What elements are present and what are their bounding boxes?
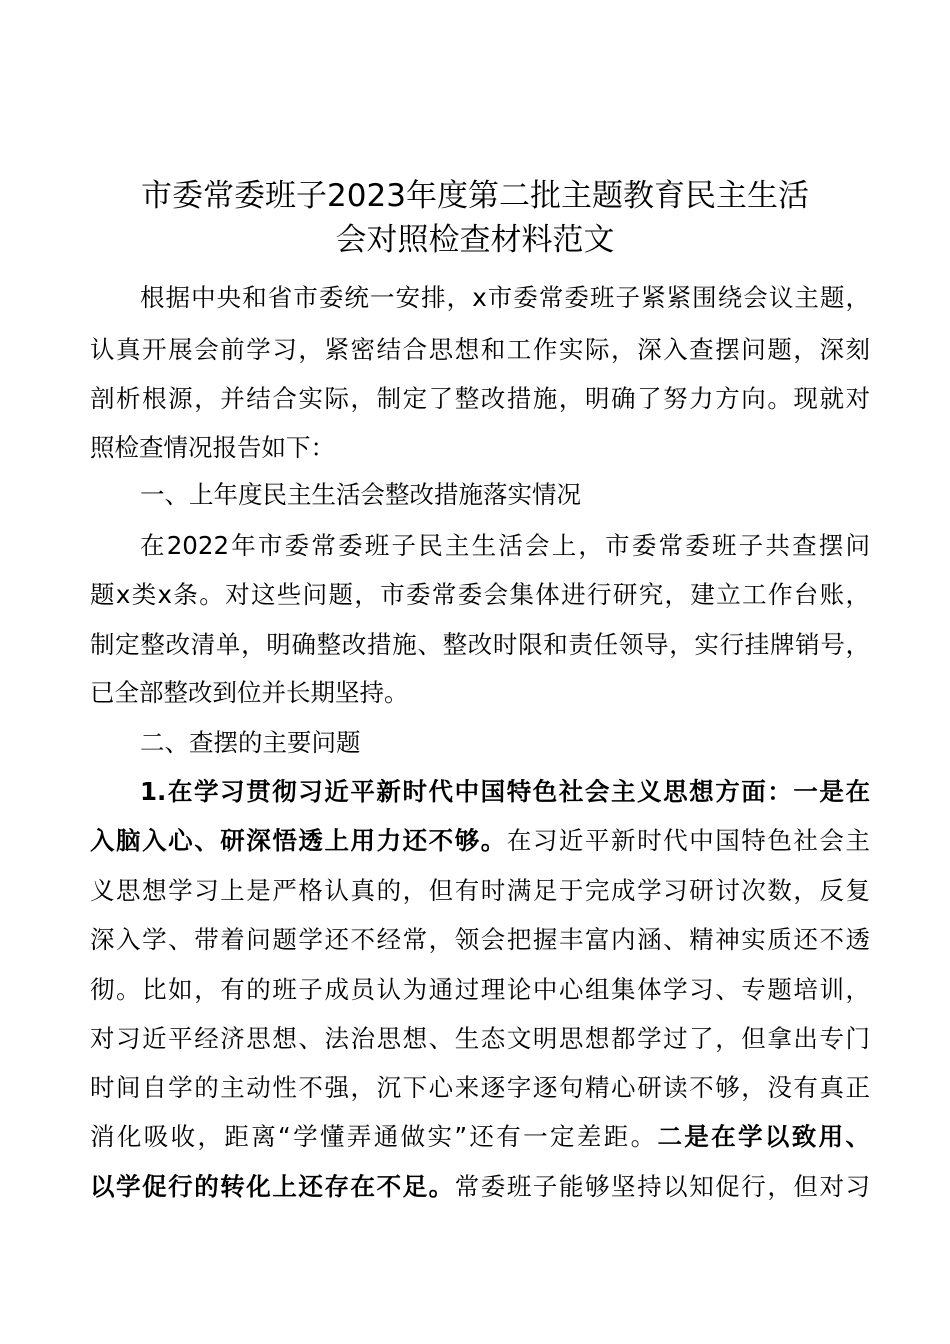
paragraph-1-line-1: 根据中央和省市委统一安排，x市委常委班子紧紧围绕会议主题， — [140, 283, 870, 312]
document-title-line-2: 会对照检查材料范文 — [335, 222, 615, 258]
paragraph-3-line-8-text: 消化吸收，距离“学懂弄通做实”还有一定差距。 — [90, 1122, 658, 1151]
paragraph-3-line-8 — [90, 1122, 870, 1151]
paragraph-2-line-2: 题x类x条。对这些问题，市委常委会集体进行研究，建立工作台账， — [90, 580, 870, 609]
paragraph-3-line-5: 彻。比如，有的班子成员认为通过理论中心组集体学习、专题培训， — [90, 975, 870, 1004]
paragraph-2-line-4: 已全部整改到位并长期坚持。 — [90, 678, 409, 707]
paragraph-3-line-9 — [90, 1172, 870, 1201]
paragraph-1-line-3: 剖析根源，并结合实际，制定了整改措施，明确了努力方向。现就对 — [90, 384, 870, 413]
paragraph-3-line-2-text: 在习近平新时代中国特色社会主 — [506, 826, 870, 855]
paragraph-3-line-4: 深入学、带着问题学还不经常，领会把握丰富内涵、精神实质还不透 — [90, 925, 870, 954]
paragraph-3-line-3: 义思想学习上是严格认真的，但有时满足于完成学习研讨次数，反复 — [90, 876, 870, 905]
paragraph-1-line-4: 照检查情况报告如下： — [90, 433, 335, 462]
paragraph-3-line-6: 对习近平经济思想、法治思想、生态文明思想都学过了，但拿出专门 — [90, 1024, 870, 1053]
paragraph-3-line-9-text: 常委班子能够坚持以知促行，但对习 — [454, 1172, 871, 1201]
paragraph-1-line-2: 认真开展会前学习，紧密结合思想和工作实际，深入查摆问题，深刻 — [90, 335, 870, 364]
section-heading-2: 二、查摆的主要问题 — [140, 728, 361, 757]
paragraph-2-line-3: 制定整改清单，明确整改措施、整改时限和责任领导，实行挂牌销号， — [90, 630, 870, 659]
paragraph-3-line-7: 时间自学的主动性不强，沉下心来逐字逐句精心研读不够，没有真正 — [90, 1073, 870, 1102]
bold-topic-sentence-1: 入脑入心、研深悟透上用力还不够。 — [90, 826, 507, 855]
document-title-line-1: 市委常委班子2023年度第二批主题教育民主生活 — [141, 178, 809, 214]
bold-topic-sentence-2-end: 以学促行的转化上还存在不足。 — [90, 1172, 455, 1201]
paragraph-3-line-1: 1.在学习贯彻习近平新时代中国特色社会主义思想方面：一是在 — [140, 777, 870, 806]
bold-topic-sentence-2-start: 二是在学以致用、 — [657, 1122, 870, 1151]
section-heading-1: 一、上年度民主生活会整改措施落实情况 — [140, 480, 581, 509]
paragraph-3-line-2 — [90, 826, 870, 855]
paragraph-2-line-1: 在2022年市委常委班子民主生活会上，市委常委班子共查摆问 — [140, 531, 870, 560]
